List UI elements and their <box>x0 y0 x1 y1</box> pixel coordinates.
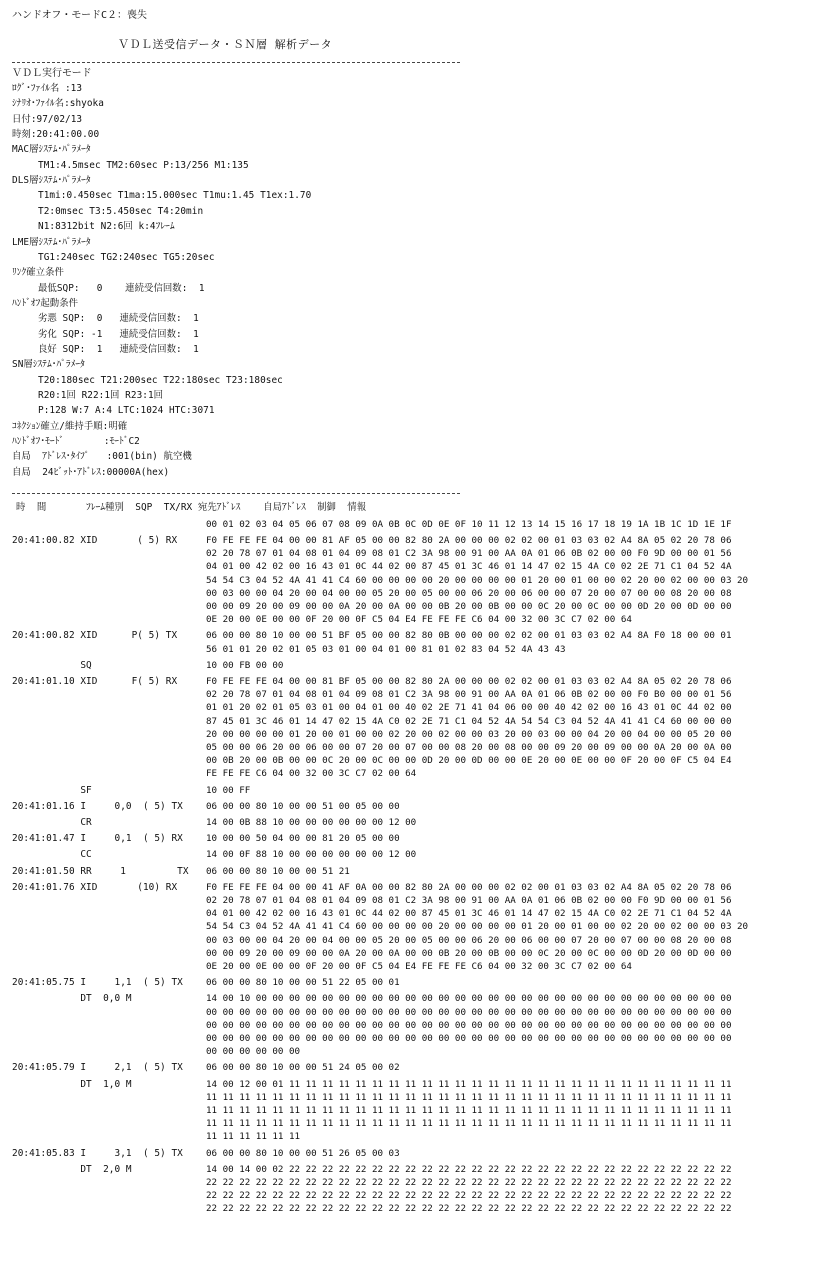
param-line: T1mi:0.450sec T1ma:15.000sec T1mu:1.45 T1ex:1.70 <box>38 190 312 202</box>
param-line: ｼﾅﾘｵ･ﾌｧｲﾙ名:shyoka <box>12 98 104 110</box>
hex-row: 01 01 20 02 01 05 03 01 00 04 01 00 40 02 2E 71 41 04 06 00 00 40 42 02 00 16 43 01 0C 44 02 00 <box>206 702 732 714</box>
hex-row: 22 22 22 22 22 22 22 22 22 22 22 22 22 22 22 22 22 22 22 22 22 22 22 22 22 22 22 22 22 22 22 22 <box>206 1177 732 1188</box>
hex-row: 87 45 01 3C 46 01 14 47 02 15 4A C0 02 2E 71 C1 04 52 4A 54 54 C3 04 52 4A 41 41 C4 60 00 00 00 <box>206 715 732 727</box>
hex-row: 00 00 09 20 00 09 00 00 0A 20 00 0A 00 00 0B 20 00 0B 00 00 0C 20 00 0C 00 00 0D 20 00 0D 00 00 <box>206 601 732 612</box>
record-label: 20:41:01.50 RR 1 TX <box>12 865 189 877</box>
record-label: 20:41:00.82 XID ( 5) RX <box>12 535 178 546</box>
record-label: 20:41:01.76 XID (10) RX <box>12 881 178 893</box>
page-title: ハンドオフ・モードC２：喪失 <box>12 10 148 21</box>
record-label: 20:41:01.10 XID F( 5) RX <box>12 676 178 687</box>
hex-row: 00 00 00 00 00 00 00 00 00 00 00 00 00 00 00 00 00 00 00 00 00 00 00 00 00 00 00 00 00 00 00 00 <box>206 1019 732 1031</box>
param-line: TM1:4.5msec TM2:60sec P:13/256 M1:135 <box>38 159 249 171</box>
param-line: 日付:97/02/13 <box>12 113 83 125</box>
mode-heading: ＶＤＬ実行モード <box>12 68 92 79</box>
param-line: LME層ｼｽﾃﾑ･ﾊﾟﾗﾒｰﾀ <box>12 236 91 248</box>
hex-row: 11 11 11 11 11 11 11 11 11 11 11 11 11 11 11 11 11 11 11 11 11 11 11 11 11 11 11 11 11 11 11 11 <box>206 1105 732 1116</box>
param-line: P:128 W:7 A:4 LTC:1024 HTC:3071 <box>38 405 215 417</box>
hex-row: 14 00 10 00 00 00 00 00 00 00 00 00 00 00 00 00 00 00 00 00 00 00 00 00 00 00 00 00 00 00 00 00 <box>206 993 732 1005</box>
record-label: CC <box>12 849 92 861</box>
hex-row: 14 00 0F 88 10 00 00 00 00 00 00 12 00 <box>206 849 417 861</box>
hex-row: 06 00 00 80 10 00 00 51 22 05 00 01 <box>206 977 400 989</box>
param-line: 最低SQP: 0 連続受信回数: 1 <box>38 282 205 294</box>
table-header: 時 間 ﾌﾚｰﾑ種別 SQP TX/RX 宛先ｱﾄﾞﾚｽ 自局ｱﾄﾞﾚｽ 制御 情報 <box>16 502 367 513</box>
param-line: R20:1回 R22:1回 R23:1回 <box>38 390 164 401</box>
hex-row: 00 00 00 00 00 00 00 00 00 00 00 00 00 00 00 00 00 00 00 00 00 00 00 00 00 00 00 00 00 00 00 00 <box>206 1006 732 1018</box>
hex-row: 06 00 00 80 10 00 00 51 26 05 00 03 <box>206 1147 400 1159</box>
hex-row: 0E 20 00 0E 00 00 0F 20 00 0F C5 04 E4 FE FE FE C6 04 00 32 00 3C C7 02 00 64 <box>206 614 632 626</box>
record-label: DT 1,0 M <box>12 1078 132 1090</box>
param-line: 自局 ｱﾄﾞﾚｽ･ﾀｲﾌﾟ :001(bin) 航空機 <box>12 451 192 463</box>
hex-row: 02 20 78 07 01 04 08 01 04 09 08 01 C2 3A 98 00 91 00 AA 0A 01 06 0B 02 00 00 F0 9D 00 00 01 56 <box>206 895 732 906</box>
hex-row: F0 FE FE FE 04 00 00 81 AF 05 00 00 82 80 2A 00 00 00 02 02 00 01 03 03 02 A4 8A 05 02 20 78 06 <box>206 535 732 546</box>
hex-row: 04 01 00 42 02 00 16 43 01 0C 44 02 00 87 45 01 3C 46 01 14 47 02 15 4A C0 02 2E 71 C1 04 52 4A <box>206 561 732 573</box>
hex-row: 22 22 22 22 22 22 22 22 22 22 22 22 22 22 22 22 22 22 22 22 22 22 22 22 22 22 22 22 22 22 22 22 <box>206 1203 732 1215</box>
record-label: SF <box>12 784 92 796</box>
param-line: ﾊﾝﾄﾞｵﾌ起動条件 <box>12 297 79 309</box>
hex-row: 00 00 09 20 00 09 00 00 0A 20 00 0A 00 00 0B 20 00 0B 00 00 0C 20 00 0C 00 00 0D 20 00 0D 00 00 <box>206 947 732 959</box>
hex-row: 00 00 00 00 00 00 <box>206 1046 301 1058</box>
hex-row: 11 11 11 11 11 11 <box>206 1131 301 1143</box>
param-line: T20:180sec T21:200sec T22:180sec T23:180sec <box>38 374 283 386</box>
hex-row: 54 54 C3 04 52 4A 41 41 C4 60 00 00 00 00 20 00 00 00 00 01 20 00 01 00 00 02 20 00 02 00 00 03 20 <box>206 574 749 586</box>
param-line: N1:8312bit N2:6回 k:4ﾌﾚｰﾑ <box>38 221 175 233</box>
hex-row: 06 00 00 80 10 00 00 51 BF 05 00 00 82 80 0B 00 00 00 02 02 00 01 03 03 02 A4 8A F0 18 00 00 01 <box>206 630 732 642</box>
param-line: 自局 24ﾋﾞｯﾄ･ｱﾄﾞﾚｽ:00000A(hex) <box>12 466 170 478</box>
hex-row: 14 00 0B 88 10 00 00 00 00 00 00 12 00 <box>206 817 417 828</box>
hex-row: F0 FE FE FE 04 00 00 41 AF 0A 00 00 82 80 2A 00 00 00 02 02 00 01 03 03 02 A4 8A 05 02 20 78 06 <box>206 881 732 893</box>
param-line: ﾘﾝｸ確立条件 <box>12 267 64 279</box>
hex-row: 00 03 00 00 04 20 00 04 00 00 05 20 00 05 00 00 06 20 00 06 00 00 07 20 00 07 00 00 08 20 00 08 <box>206 934 732 946</box>
hex-row: 00 03 00 00 04 20 00 04 00 00 05 20 00 05 00 00 06 20 00 06 00 00 07 20 00 07 00 00 08 20 00 08 <box>206 587 732 599</box>
hex-row: 05 00 00 06 20 00 06 00 00 07 20 00 07 00 00 08 20 00 08 00 00 09 20 00 09 00 00 0A 20 00 0A 00 <box>206 742 732 753</box>
record-label: CR <box>12 817 92 828</box>
hex-row: 22 22 22 22 22 22 22 22 22 22 22 22 22 22 22 22 22 22 22 22 22 22 22 22 22 22 22 22 22 22 22 22 <box>206 1190 732 1202</box>
record-label: DT 2,0 M <box>12 1163 132 1175</box>
divider-top <box>12 62 460 63</box>
param-line: 劣悪 SQP: 0 連続受信回数: 1 <box>38 313 199 325</box>
hex-row: 10 00 FF <box>206 784 251 796</box>
hex-row: FE FE FE C6 04 00 32 00 3C C7 02 00 64 <box>206 768 417 780</box>
param-line: T2:0msec T3:5.450sec T4:20min <box>38 205 204 217</box>
hex-row: 14 00 14 00 02 22 22 22 22 22 22 22 22 22 22 22 22 22 22 22 22 22 22 22 22 22 22 22 22 22 22 22 <box>206 1163 732 1175</box>
param-line: ﾊﾝﾄﾞｵﾌ･ﾓｰﾄﾞ :ﾓｰﾄﾞC2 <box>12 436 140 448</box>
hex-row: 14 00 12 00 01 11 11 11 11 11 11 11 11 11 11 11 11 11 11 11 11 11 11 11 11 11 11 11 11 11 11 11 <box>206 1078 732 1090</box>
hex-row: 11 11 11 11 11 11 11 11 11 11 11 11 11 11 11 11 11 11 11 11 11 11 11 11 11 11 11 11 11 11 11 11 <box>206 1118 732 1130</box>
param-line: 時刻:20:41:00.00 <box>12 129 100 141</box>
hex-row: 06 00 00 80 10 00 00 51 24 05 00 02 <box>206 1062 400 1074</box>
hex-row: F0 FE FE FE 04 00 00 81 BF 05 00 00 82 80 2A 00 00 00 02 02 00 01 03 03 02 A4 8A 05 02 20 78 06 <box>206 676 732 687</box>
param-line: DLS層ｼｽﾃﾑ･ﾊﾟﾗﾒｰﾀ <box>12 175 91 187</box>
hex-row: 06 00 00 80 10 00 00 51 21 <box>206 865 350 877</box>
hex-row: 04 01 00 42 02 00 16 43 01 0C 44 02 00 87 45 01 3C 46 01 14 47 02 15 4A C0 02 2E 71 C1 04 52 4A <box>206 908 732 920</box>
hex-row: 54 54 C3 04 52 4A 41 41 C4 60 00 00 00 00 20 00 00 00 00 01 20 00 01 00 00 02 20 00 02 00 00 03 20 <box>206 921 749 933</box>
hex-row: 20 00 00 00 00 01 20 00 01 00 00 02 20 00 02 00 00 03 20 00 03 00 00 04 20 00 04 00 00 05 20 00 <box>206 728 732 740</box>
divider-bottom <box>12 493 460 494</box>
hex-row: 0E 20 00 0E 00 00 0F 20 00 0F C5 04 E4 FE FE FE C6 04 00 32 00 3C C7 02 00 64 <box>206 961 632 972</box>
hex-row: 02 20 78 07 01 04 08 01 04 09 08 01 C2 3A 98 00 91 00 AA 0A 01 06 0B 02 00 00 F0 B0 00 00 01 56 <box>206 689 732 701</box>
hex-row: 56 01 01 20 02 01 05 03 01 00 04 01 00 81 01 02 83 04 52 4A 43 43 <box>206 643 566 655</box>
hex-offset-index: 00 01 02 03 04 05 06 07 08 09 0A 0B 0C 0D 0E 0F 10 11 12 13 14 15 16 17 18 19 1A 1B 1C 1D 1E 1F <box>206 519 732 530</box>
param-line: ｺﾈｸｼｮﾝ確立/維持手順:明確 <box>12 420 128 432</box>
param-line: TG1:240sec TG2:240sec TG5:20sec <box>38 251 215 263</box>
hex-row: 10 00 00 50 04 00 00 81 20 05 00 00 <box>206 833 400 845</box>
hex-row: 11 11 11 11 11 11 11 11 11 11 11 11 11 11 11 11 11 11 11 11 11 11 11 11 11 11 11 11 11 11 11 11 <box>206 1091 732 1103</box>
section-title: ＶＤＬ送受信データ・ＳＮ層 解析データ <box>118 38 333 51</box>
record-label: 20:41:05.75 I 1,1 ( 5) TX <box>12 977 183 989</box>
param-line: 良好 SQP: 1 連続受信回数: 1 <box>38 343 199 355</box>
record-label: 20:41:01.47 I 0,1 ( 5) RX <box>12 833 183 845</box>
hex-row: 06 00 00 80 10 00 00 51 00 05 00 00 <box>206 800 400 812</box>
param-line: ﾛｸﾞ･ﾌｧｲﾙ名 :13 <box>12 83 83 94</box>
record-label: SQ <box>12 659 92 671</box>
record-label: 20:41:00.82 XID P( 5) TX <box>12 630 178 642</box>
record-label: 20:41:05.83 I 3,1 ( 5) TX <box>12 1147 183 1159</box>
record-label: 20:41:01.16 I 0,0 ( 5) TX <box>12 800 183 812</box>
hex-row: 00 0B 20 00 0B 00 00 0C 20 00 0C 00 00 0D 20 00 0D 00 00 0E 20 00 0E 00 00 0F 20 00 0F C5 04 E4 <box>206 755 732 767</box>
param-line: 劣化 SQP: -1 連続受信回数: 1 <box>38 328 199 340</box>
param-line: MAC層ｼｽﾃﾑ･ﾊﾟﾗﾒｰﾀ <box>12 144 91 156</box>
record-label: DT 0,0 M <box>12 993 132 1005</box>
record-label: 20:41:05.79 I 2,1 ( 5) TX <box>12 1062 183 1074</box>
param-line: SN層ｼｽﾃﾑ･ﾊﾟﾗﾒｰﾀ <box>12 359 85 371</box>
hex-row: 10 00 FB 00 00 <box>206 659 284 671</box>
hex-row: 02 20 78 07 01 04 08 01 04 09 08 01 C2 3A 98 00 91 00 AA 0A 01 06 0B 02 00 00 F0 9D 00 00 01 56 <box>206 548 732 560</box>
hex-row: 00 00 00 00 00 00 00 00 00 00 00 00 00 00 00 00 00 00 00 00 00 00 00 00 00 00 00 00 00 00 00 00 <box>206 1033 732 1044</box>
